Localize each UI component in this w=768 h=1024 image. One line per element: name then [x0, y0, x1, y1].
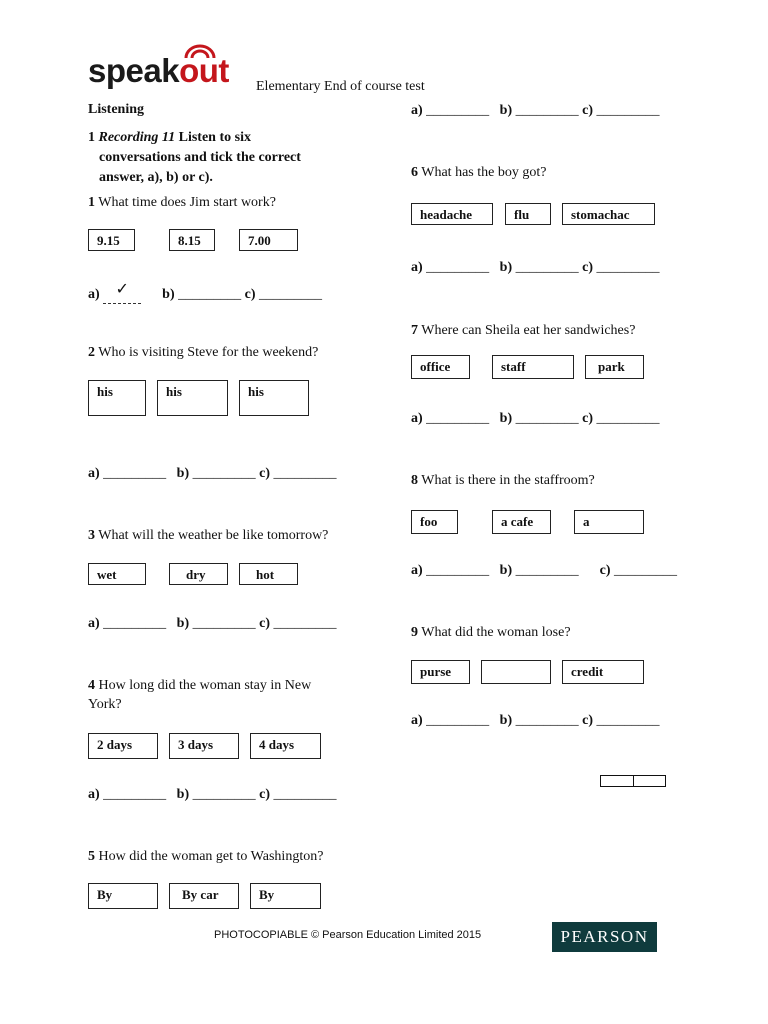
question-8: 8 What is there in the staffroom? [411, 473, 595, 488]
copyright-footer: PHOTOCOPIABLE © Pearson Education Limited 2015 [214, 929, 482, 941]
q2-option-a: his [88, 380, 146, 416]
question-6: 6 What has the boy got? [411, 165, 547, 180]
speakout-logo [88, 42, 253, 92]
section-title: Listening [88, 102, 145, 117]
question-4: 4 How long did the woman stay in New [88, 678, 312, 693]
q6-option-c: stomachac [562, 203, 655, 225]
score-box-left [600, 775, 634, 787]
instruction-line2: conversations and tick the correct [99, 150, 301, 165]
q7-option-b: staff [492, 355, 574, 379]
q7-option-a: office [411, 355, 470, 379]
instruction [88, 128, 251, 148]
q4-option-c: 4 days [250, 733, 321, 759]
q1-option-c: 7.00 [239, 229, 298, 251]
q9-option-b [481, 660, 551, 684]
pearson-logo: PEARSON [552, 922, 657, 952]
q4-option-b: 3 days [169, 733, 239, 759]
q6-answers: a) _________ b) _________ c) _________ [411, 260, 660, 275]
q5-option-b: By car [169, 883, 239, 909]
question-9: 9 What did the woman lose? [411, 625, 571, 640]
logo-out-text: out [179, 52, 229, 89]
question-1: 1 What time does Jim start work? [88, 195, 276, 210]
score-box-right [633, 775, 666, 787]
q6-option-b: flu [505, 203, 551, 225]
q5-answers: a) _________ b) _________ c) _________ [411, 103, 660, 118]
question-3: 3 What will the weather be like tomorrow? [88, 528, 329, 543]
q8-option-c: a [574, 510, 644, 534]
instruction-recording: Recording 11 [98, 130, 176, 145]
q8-option-a: foo [411, 510, 458, 534]
q5-option-c: By [250, 883, 321, 909]
question-5: 5 How did the woman get to Washington? [88, 849, 324, 864]
question-2: 2 Who is visiting Steve for the weekend? [88, 345, 319, 360]
q8-option-b: a cafe [492, 510, 551, 534]
question-7: 7 Where can Sheila eat her sandwiches? [411, 323, 636, 338]
q5-option-a: By [88, 883, 158, 909]
q3-option-c: hot [239, 563, 298, 585]
question-4-line2: York? [88, 697, 122, 712]
q7-answers: a) _________ b) _________ c) _________ [411, 411, 660, 426]
q4-option-a: 2 days [88, 733, 158, 759]
q2-answers: a) _________ b) _________ c) _________ [88, 466, 337, 481]
instruction-line1: Listen to six [178, 130, 251, 145]
q3-option-b: dry [169, 563, 228, 585]
instruction-line3: answer, a), b) or c). [99, 170, 213, 185]
q9-answers: a) _________ b) _________ c) _________ [411, 713, 660, 728]
q1-option-a: 9.15 [88, 229, 135, 251]
q2-option-c: his [239, 380, 309, 416]
logo-speak-text: speak [88, 52, 180, 89]
q9-option-c: credit [562, 660, 644, 684]
q6-option-a: headache [411, 203, 493, 225]
q3-answers: a) _________ b) _________ c) _________ [88, 616, 337, 631]
q4-answers: a) _________ b) _________ c) _________ [88, 787, 337, 802]
q9-option-a: purse [411, 660, 470, 684]
tick-mark-icon: ✓ [115, 281, 129, 298]
q7-option-c: park [585, 355, 644, 379]
q3-option-a: wet [88, 563, 146, 585]
q8-answers: a) _________ b) _________ c) _________ [411, 563, 678, 578]
instruction-number: 1 [88, 130, 95, 145]
document-subtitle: Elementary End of course test [256, 79, 425, 94]
q1-answers: a) ✓ b) _________ c) _________ [88, 281, 323, 302]
q2-option-b: his [157, 380, 228, 416]
q1-option-b: 8.15 [169, 229, 215, 251]
